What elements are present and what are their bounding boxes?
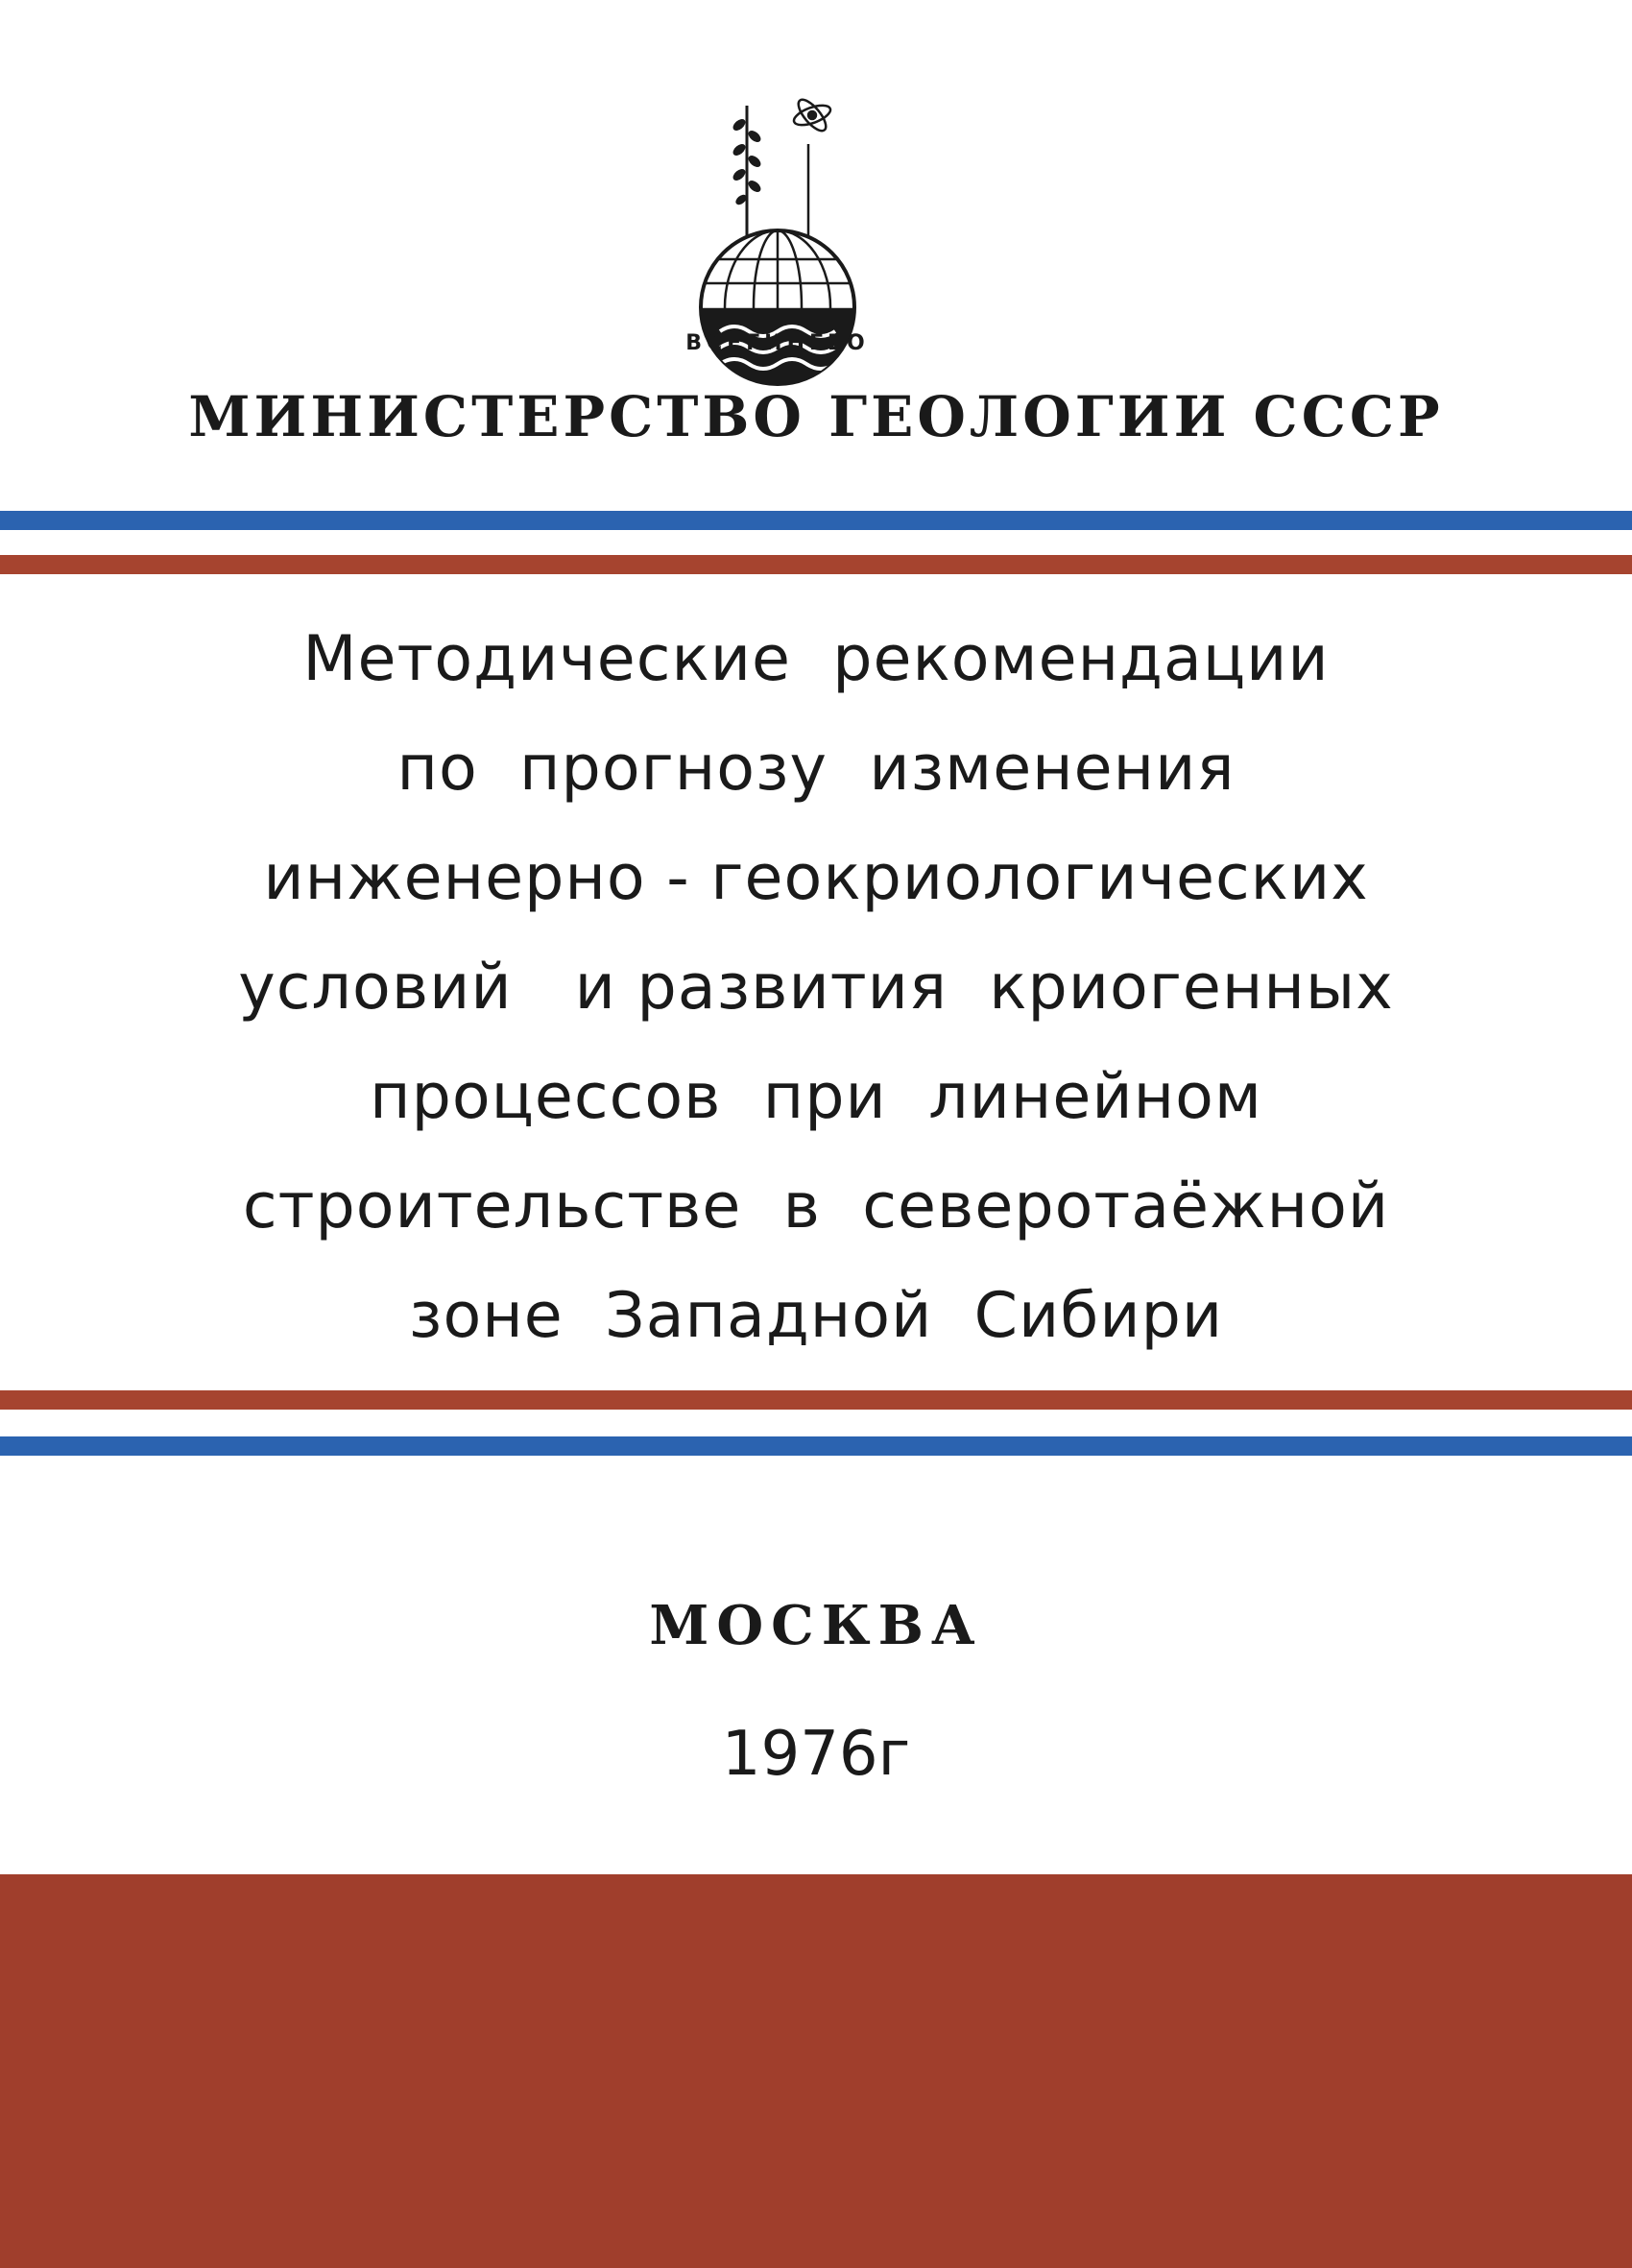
- title-line: зоне Западной Сибири: [408, 1280, 1224, 1352]
- ministry-heading: МИНИСТЕРСТВО ГЕОЛОГИИ СССР: [188, 384, 1444, 449]
- globe-icon: [691, 230, 864, 396]
- publication-year: 1976г: [721, 1719, 911, 1790]
- title-line: инженерно - геокриологических: [263, 842, 1369, 914]
- publication-city: МОСКВА: [649, 1594, 983, 1657]
- emblem-label: ВСЕГИНГЕО: [685, 331, 870, 355]
- stripe-blue-bottom: [0, 1436, 1632, 1456]
- stripe-red-bottom: [0, 1390, 1632, 1410]
- title-line: Методические рекомендации: [302, 623, 1330, 695]
- document-title: [0, 605, 1632, 1371]
- title-line: строительстве в северотаёжной: [242, 1170, 1390, 1243]
- stripe-red-top: [0, 555, 1632, 574]
- title-line: процессов при линейном: [370, 1061, 1262, 1133]
- stripe-blue-top: [0, 511, 1632, 530]
- vsegingeo-emblem-icon: [662, 86, 893, 403]
- title-line: условий и развития криогенных: [238, 952, 1394, 1024]
- bottom-color-band: [0, 1874, 1632, 2268]
- title-line: по прогнозу изменения: [396, 733, 1236, 805]
